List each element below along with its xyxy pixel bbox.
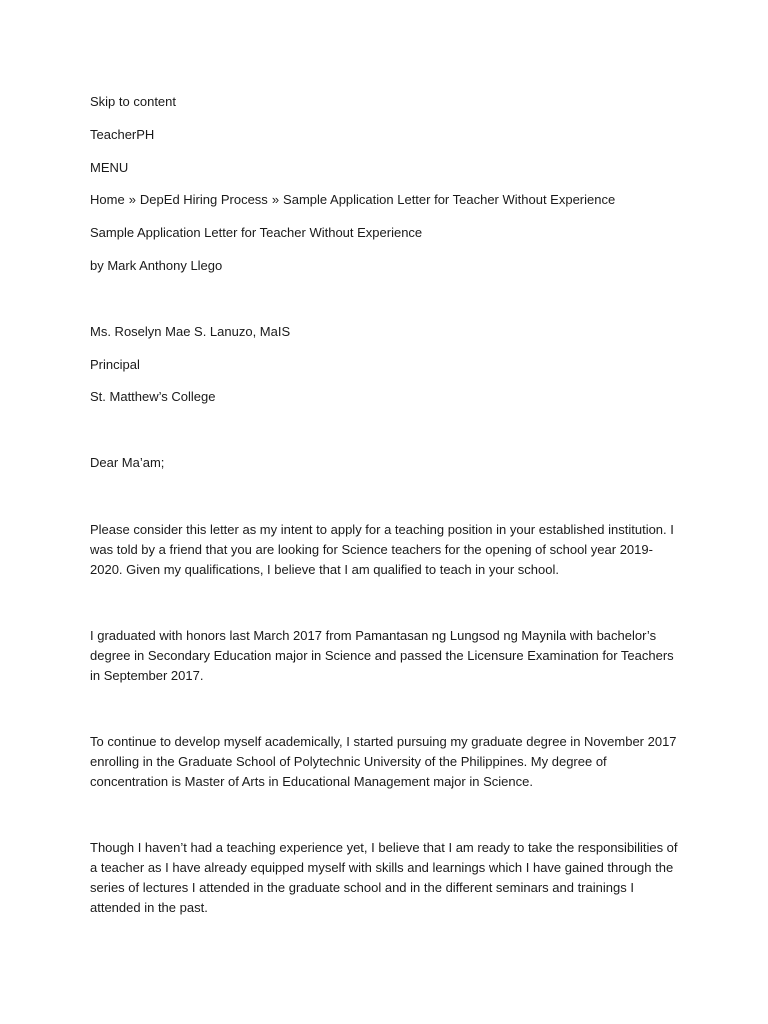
site-name[interactable]: TeacherPH (90, 127, 155, 142)
letter-paragraph: To continue to develop myself academically, I started pursuing my graduate degree in November 2017 enrolling in the Graduate School of Polytechnic University of the Philippines. My degree of concentration is Master of Arts in Educational Management major in Science. (90, 734, 677, 789)
breadcrumb-current: Sample Application Letter for Teacher Without Experience (283, 192, 616, 207)
recipient-school: St. Matthew’s College (90, 389, 216, 404)
recipient-title: Principal (90, 357, 140, 372)
letter-paragraph: I graduated with honors last March 2017 from Pamantasan ng Lungsod ng Maynila with bachelor’s degree in Secondary Education major in Science and passed the Licensure Examination for Teachers in September 2017. (90, 628, 674, 683)
letter-paragraph: Though I haven’t had a teaching experience yet, I believe that I am ready to take the responsibilities of a teacher as I have already equipped myself with skills and learnings which I have gained through the series of lectures I attended in the graduate school and in the different seminars and trainings I attended in the past. (90, 840, 678, 915)
article-byline: by Mark Anthony Llego (90, 258, 223, 273)
breadcrumb-category[interactable]: DepEd Hiring Process (139, 192, 268, 207)
recipient-name: Ms. Roselyn Mae S. Lanuzo, MaIS (90, 324, 291, 339)
article-title: Sample Application Letter for Teacher Without Experience (90, 225, 423, 240)
menu-button[interactable]: MENU (90, 160, 129, 175)
letter-paragraph: Please consider this letter as my intent to apply for a teaching position in your established institution. I was told by a friend that you are looking for Science teachers for the opening of school year 2019-2020. Given my qualifications, I believe that I am qualified to teach in your school. (90, 522, 674, 577)
breadcrumb (90, 192, 615, 208)
skip-to-content-link[interactable]: Skip to content (90, 94, 176, 109)
breadcrumb-separator: » (271, 192, 280, 207)
breadcrumb-home[interactable]: Home (90, 192, 125, 207)
breadcrumb-separator: » (128, 192, 136, 207)
salutation: Dear Ma’am; (90, 455, 165, 470)
